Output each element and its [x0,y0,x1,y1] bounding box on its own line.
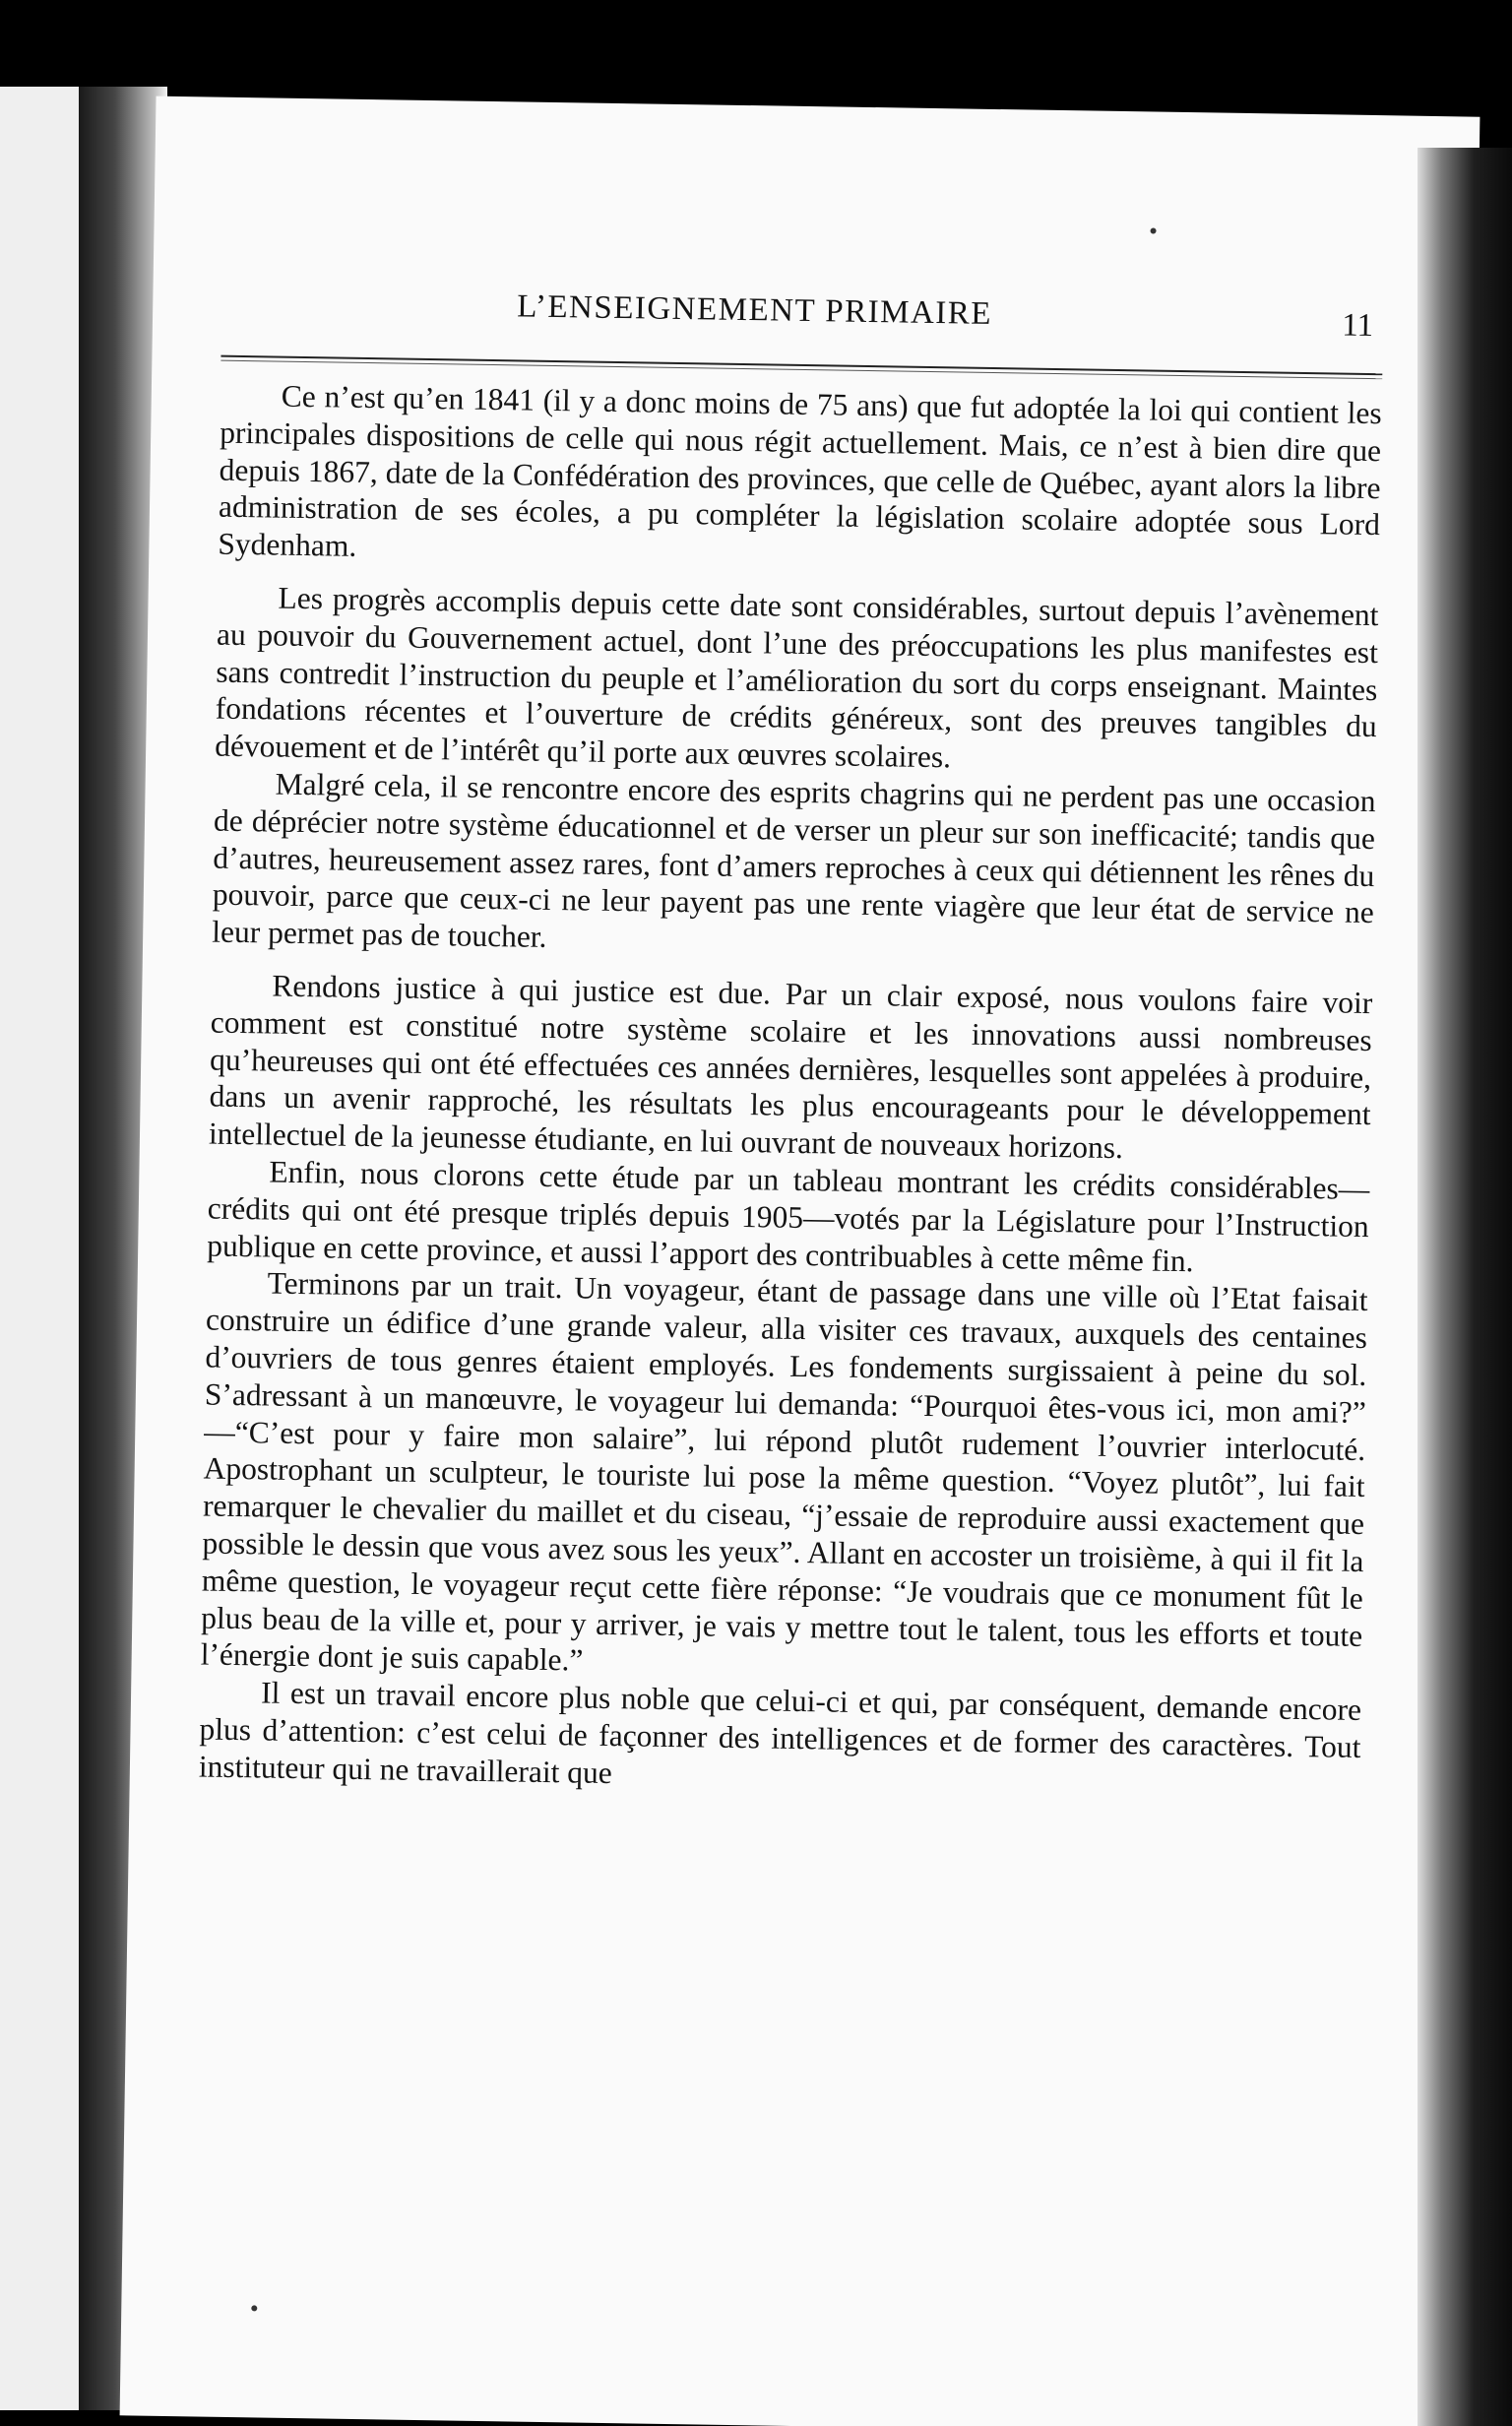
facing-page-edge [0,87,79,2410]
page-number: 11 [1342,307,1374,345]
paragraph: Enfin, nous clorons cette étude par un tableau montrant les crédits considérables—crédits qui ont été presque triplés depuis 1905—votés par la Législature pour l’Instruction publique en cette province, et aussi l’apport des contribuables à cette même fin. [206,1154,1370,1278]
paragraph: Il est un travail encore plus noble que celui-ci et qui, par conséquent, demande encore plus d’attention: c’est celui de façonner des intelligences et de former des caractères. Tout instituteur qui ne travaillerait que [198,1675,1362,1790]
book-page [120,96,1480,2426]
page-speck [251,2305,257,2311]
page-content [199,285,1384,1804]
paragraph: Ce n’est qu’en 1841 (il y a donc moins de 75 ans) que fut adoptée la loi qui contient les principales dispositions de celle qui nous régit actuellement. Mais, ce n’est à bien dire que depuis 1867, date de la Confédération des provinces, que celle de Québec, ayant alors la libre administration de ses écoles, a pu compléter la législation scolaire adoptée sous Lord Sydenham. [218,378,1382,564]
paragraph: Terminons par un trait. Un voyageur, étant de passage dans une ville où l’Etat faisait construire un édifice d’une grande valeur, alla visiter ces travaux, auxquels des centaines d’ouvriers de tous genres étaient employés. Les fondements surgissaient à peine du sol. S’adressant à un manœuvre, le voyageur lui demanda: “Pourquoi êtes-vous ici, mon ami?” —“C’est pour y faire mon salaire”, lui répond plutôt rudement l’ouvrier interlocuté. Apostrophant un sculpteur, le touriste lui pose la même question. “Voyez plutôt”, lui fait remarquer le chevalier du maillet et du ciseau, “j’essaie de reproduire aussi exactement que possible le dessin que vous avez sous les yeux”. Allant en accoster un troisième, à qui il fit la même question, le voyageur reçut cette fière réponse: “Je voudrais que ce monument fût le plus beau de la ville et, pour y arriver, je vais y mettre tout le talent, tous les efforts et toute l’énergie dont je suis capable.” [200,1265,1368,1678]
paragraph: Les progrès accomplis depuis cette date sont considérables, surtout depuis l’avènement au pouvoir du Gouvernement actuel, dont l’une des préoccupations les plus manifestes est sans contredit l’instruction du peuple et l’amélioration du sort du corps enseignant. Maintes fondations récentes et l’ouverture de crédits généreux, sont des preuves tangibles du dévouement et de l’intérêt qu’il porte aux œuvres scolaires. [214,580,1379,775]
paragraph: Malgré cela, il se rencontre encore des esprits chagrins qui ne perdent pas une occasion de déprécier notre système éducationnel et de verser un pleur sur son inefficacité; tandis que d’autres, heureusement assez rares, font d’amers reproches à ceux qui détiennent les rênes du pouvoir, parce que ceux-ci ne leur payent pas une rente viagère que leur état de service ne leur permet pas de toucher. [211,766,1376,955]
paragraph: Rendons justice à qui justice est due. Par un clair exposé, nous voulons faire voir comment est constitué notre système scolaire et les innovations aussi nombreuses qu’heureuses qui ont été effectuées ces années dernières, lesquelles sont appelées à produire, dans un avenir rapproché, les résultats les plus encourageants pour le développement intellectuel de la jeunesse étudiante, en lui ouvrant de nouveaux horizons. [208,968,1373,1166]
header-rule [220,355,1382,380]
page-stack-edge [1418,148,1512,2426]
body-text [199,377,1382,1804]
page-header [221,285,1384,347]
page-speck [1151,227,1157,233]
running-title: L’ENSEIGNEMENT PRIMAIRE [516,288,993,332]
